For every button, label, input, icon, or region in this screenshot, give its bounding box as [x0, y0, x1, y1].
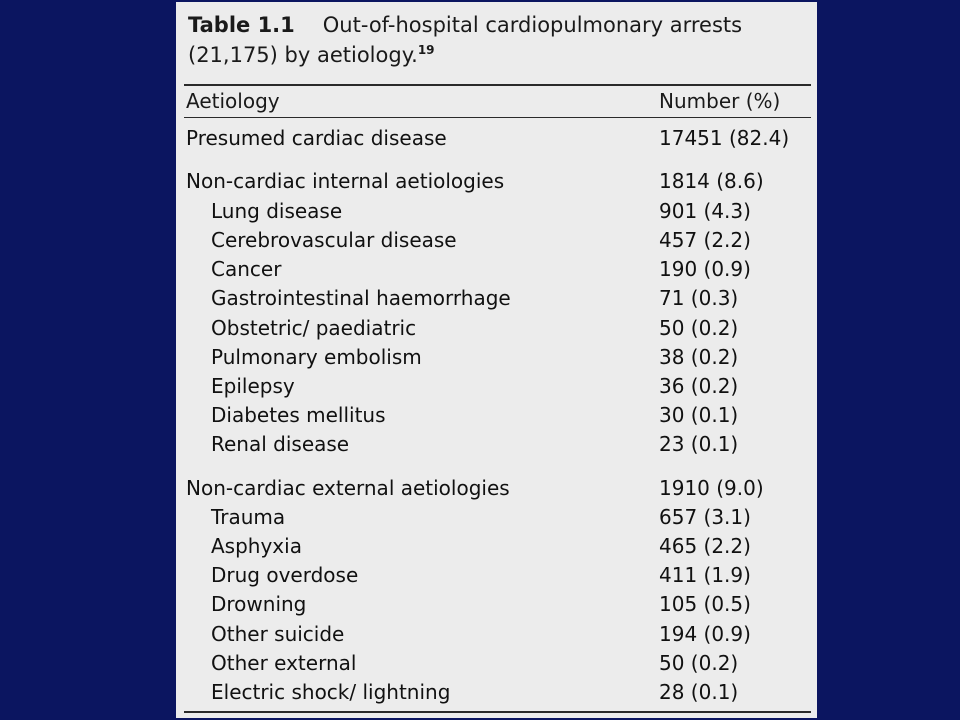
table-body: [176, 2, 817, 718]
number-percent-value: 901 (4.3): [659, 199, 751, 223]
table-row: [176, 196, 817, 226]
aetiology-label: Cerebrovascular disease: [211, 228, 457, 252]
table-row: [176, 371, 817, 401]
caption-title: Out-of-hospital cardiopulmonary arrests: [322, 13, 743, 37]
number-percent-value: 1814 (8.6): [659, 169, 764, 193]
table-row: [176, 560, 817, 590]
aetiology-label: Renal disease: [211, 432, 350, 456]
table-row: [176, 166, 817, 196]
aetiology-label: Epilepsy: [211, 374, 295, 398]
table-row: [176, 502, 817, 532]
aetiology-label: Other suicide: [211, 622, 345, 646]
number-percent-value: 28 (0.1): [659, 680, 739, 704]
aetiology-label: Trauma: [211, 505, 286, 529]
caption-subtitle: (21,175) by aetiology.: [188, 43, 418, 67]
number-percent-value: 50 (0.2): [659, 651, 739, 675]
number-percent-value: 50 (0.2): [659, 316, 739, 340]
aetiology-label: Asphyxia: [211, 534, 302, 558]
number-percent-value: 38 (0.2): [659, 345, 739, 369]
aetiology-label: Electric shock/ lightning: [211, 680, 451, 704]
table-row: [176, 313, 817, 343]
number-percent-value: 1910 (9.0): [659, 476, 764, 500]
aetiology-label: Drowning: [211, 592, 307, 616]
aetiology-label: Drug overdose: [211, 563, 359, 587]
aetiology-label: Other external: [211, 651, 357, 675]
table-row: [176, 342, 817, 372]
table-row: [176, 473, 817, 503]
table-sheet: [176, 2, 817, 718]
number-percent-value: 105 (0.5): [659, 592, 751, 616]
table-row: [176, 589, 817, 619]
number-percent-value: 71 (0.3): [659, 286, 739, 310]
number-percent-value: 465 (2.2): [659, 534, 751, 558]
number-percent-value: 194 (0.9): [659, 622, 751, 646]
aetiology-label: Gastrointestinal haemorrhage: [211, 286, 511, 310]
number-percent-value: 457 (2.2): [659, 228, 751, 252]
number-percent-value: 30 (0.1): [659, 403, 739, 427]
table-row: [176, 531, 817, 561]
table-row: [176, 283, 817, 313]
aetiology-label: Cancer: [211, 257, 282, 281]
caption-reference: 19: [417, 43, 435, 57]
number-percent-value: 36 (0.2): [659, 374, 739, 398]
table-row: [176, 400, 817, 430]
table-row: [176, 225, 817, 255]
table-row: [176, 648, 817, 678]
bottom-rule: [184, 711, 811, 713]
aetiology-label: Diabetes mellitus: [211, 403, 386, 427]
column-header-number: Number (%): [659, 89, 781, 113]
aetiology-label: Presumed cardiac disease: [186, 126, 447, 150]
aetiology-label: Pulmonary embolism: [211, 345, 422, 369]
number-percent-value: 657 (3.1): [659, 505, 751, 529]
table-number: Table 1.1: [188, 13, 295, 37]
number-percent-value: 23 (0.1): [659, 432, 739, 456]
table-row: [176, 677, 817, 707]
aetiology-label: Non-cardiac internal aetiologies: [186, 169, 505, 193]
number-percent-value: 190 (0.9): [659, 257, 751, 281]
number-percent-value: 411 (1.9): [659, 563, 751, 587]
aetiology-label: Non-cardiac external aetiologies: [186, 476, 510, 500]
column-header-aetiology: Aetiology: [186, 89, 280, 113]
aetiology-label: Obstetric/ paediatric: [211, 316, 417, 340]
aetiology-label: Lung disease: [211, 199, 343, 223]
table-row: [176, 619, 817, 649]
table-row: [176, 254, 817, 284]
table-row: [176, 429, 817, 459]
number-percent-value: 17451 (82.4): [659, 126, 790, 150]
table-row: [176, 123, 817, 153]
